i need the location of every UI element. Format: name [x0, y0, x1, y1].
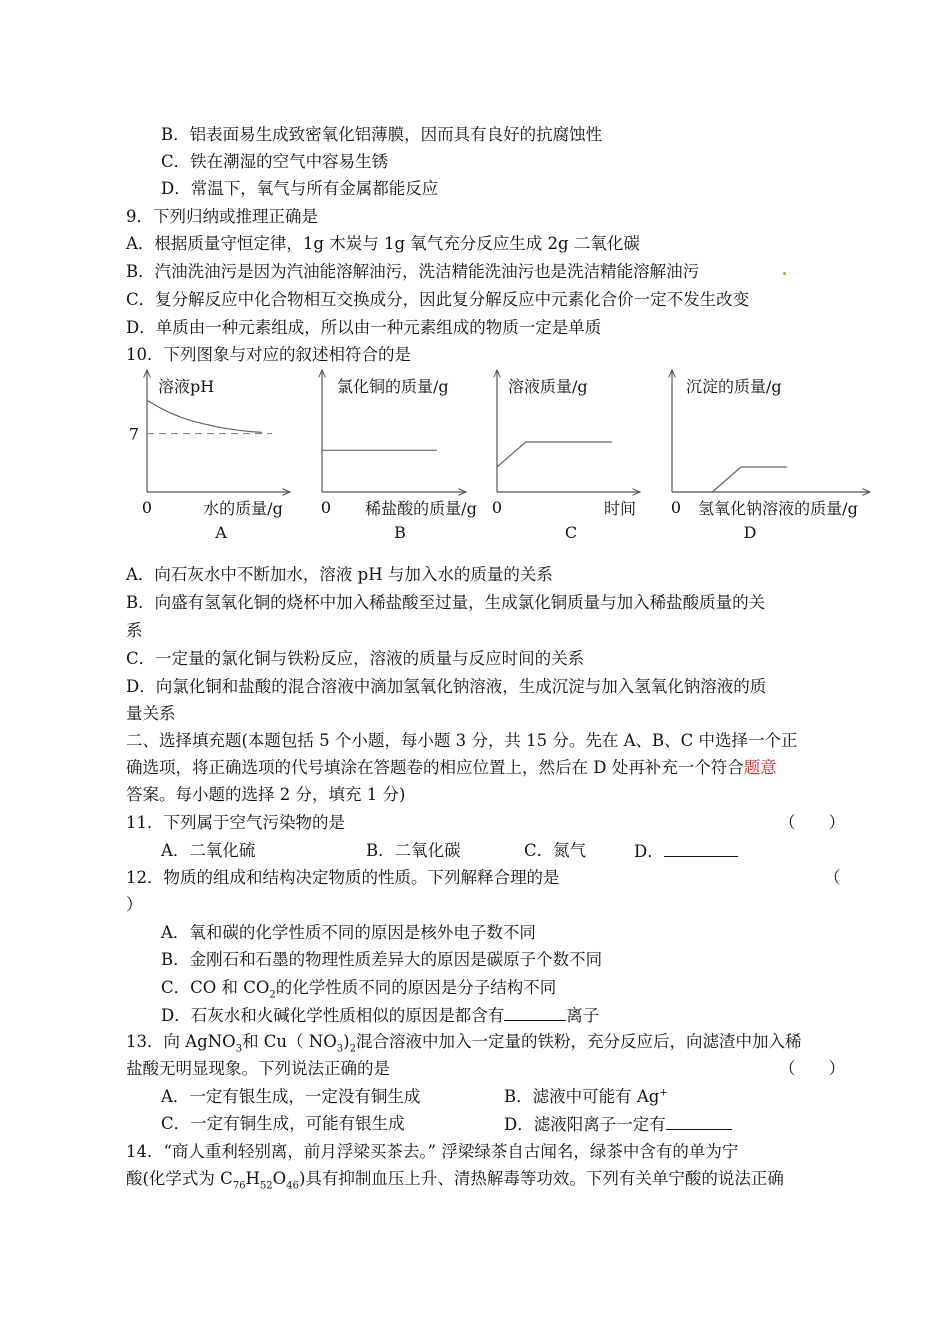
graph-b-y-label: 氯化铜的质量/g — [337, 377, 449, 396]
q14-text-2: )具有抑制血压上升、清热解毒等功效。下列有关单宁酸的说法正确 — [298, 1169, 784, 1188]
graph-b-x-label: 稀盐酸的质量/g — [365, 499, 477, 518]
q13-text-4: 混合溶液中加入一定量的铁粉，充分反应后，向滤渣中加入稀 — [355, 1032, 802, 1051]
q13-sub-2: 3 — [336, 1043, 344, 1055]
q13-option-a: A．一定有银生成，一定没有铜生成 — [161, 1087, 421, 1106]
q10-option-d-line1: D．向氯化铜和盐酸的混合溶液中滴加氢氧化钠溶液，生成沉淀与加入氢氧化钠溶液的质 — [126, 677, 767, 696]
q12-option-d — [161, 1004, 599, 1027]
q14-sub-h: 52 — [259, 1180, 273, 1192]
q14-sub-o: 46 — [286, 1180, 299, 1192]
section2-line2-text: 确选项，将正确选项的代号填涂在答题卷的相应位置上，然后在 D 处再补充一个符合 — [126, 758, 744, 777]
graph-c-caption: C — [564, 523, 578, 542]
q14-text-1: 酸(化学式为 C — [126, 1169, 233, 1188]
q10-option-c: C．一定量的氯化铜与铁粉反应，溶液的质量与反应时间的关系 — [126, 649, 585, 668]
q11-fill-blank[interactable] — [664, 840, 738, 857]
graph-a-origin-label: 0 — [141, 498, 153, 517]
q8-option-d: D．常温下，氧气与所有金属都能反应 — [161, 179, 439, 198]
q10-graph-panel — [0, 360, 950, 560]
section2-heading-line1: 二、选择填充题(本题包括 5 个小题，每小题 3 分，共 15 分。先在 A、B、C 中选择一个正 — [126, 731, 798, 750]
q14-sub-c: 76 — [232, 1180, 246, 1192]
graph-a-y-tick: 7 — [128, 424, 139, 444]
q12-fill-blank[interactable] — [504, 1004, 566, 1021]
q13-sub-1: 3 — [235, 1043, 243, 1055]
graph-d-caption: D — [743, 523, 757, 542]
q10-option-b-line1: B．向盛有氢氧化铜的烧杯中加入稀盐酸至过量，生成氯化铜质量与加入稀盐酸质量的关 — [126, 593, 766, 612]
q13-text-1: 13．向 AgNO — [126, 1032, 236, 1051]
q8-option-c: C．铁在潮湿的空气中容易生锈 — [161, 152, 389, 171]
graph-a-x-label: 水的质量/g — [203, 499, 283, 518]
q14-stem-line1: 14．“商人重利轻别离，前月浮梁买茶去。” 浮梁绿茶自古闻名，绿茶中含有的单为宁 — [126, 1142, 739, 1161]
section2-red-word: 题意 — [743, 758, 777, 777]
q11-option-d-label: D． — [634, 842, 664, 861]
q11-option-b: B．二氧化碳 — [366, 841, 461, 860]
q13-option-d — [504, 1113, 732, 1136]
graph-d-origin-label: 0 — [670, 498, 682, 517]
q13-option-b — [504, 1086, 668, 1108]
q9-option-a: A．根据质量守恒定律，1g 木炭与 1g 氧气充分反应生成 2g 二氧化碳 — [126, 234, 640, 253]
q13-sub-3: 2 — [349, 1043, 356, 1055]
q13-stem-line1 — [126, 1031, 801, 1053]
graph-a-caption: A — [215, 523, 227, 542]
graph-a-y-label: 溶液pH — [158, 377, 215, 396]
q12-d-text-end: 离子 — [566, 1006, 600, 1025]
graph-b-origin-label: 0 — [320, 498, 332, 517]
q13-d-text: D．滤液阳离子一定有 — [504, 1115, 666, 1134]
q12-c-text: C．CO 和 CO — [161, 978, 270, 997]
q9-option-c: C．复分解反应中化合物相互交换成分，因此复分解反应中元素化合价一定不发生改变 — [126, 290, 750, 309]
q11-option-a: A．二氧化硫 — [161, 841, 256, 860]
q13-stem-line2: 盐酸无明显现象。下列说法正确的是 — [126, 1059, 390, 1078]
q9-option-d: D．单质由一种元素组成，所以由一种元素组成的物质一定是单质 — [126, 318, 602, 337]
stray-dot-mark — [783, 272, 786, 275]
q12-option-a: A．氧和碳的化学性质不同的原因是核外电子数不同 — [161, 923, 536, 942]
graph-d-x-label: 氢氧化钠溶液的质量/g — [698, 499, 858, 518]
q14-stem-line2 — [126, 1168, 784, 1190]
q9-option-b: B．汽油洗油污是因为汽油能溶解油污，洗洁精能洗油污也是洗洁精能溶解油污 — [126, 262, 700, 281]
q12-stem: 12．物质的组成和结构决定物质的性质。下列解释合理的是 — [126, 868, 560, 887]
graph-c-series-line — [497, 442, 612, 467]
q11-stem: 11．下列属于空气污染物的是 — [126, 813, 345, 832]
graph-d-series-line — [672, 467, 787, 492]
graph-c-origin-label: 0 — [491, 498, 503, 517]
q8-option-b: B．铝表面易生成致密氧化铝薄膜，因而具有良好的抗腐蚀性 — [161, 125, 603, 144]
q13-text-3: ) — [343, 1032, 350, 1051]
q11-option-c: C．氮气 — [524, 841, 587, 860]
q12-paren-open: （ — [824, 868, 841, 887]
q12-paren-close: ） — [126, 895, 143, 914]
q10-option-a: A．向石灰水中不断加水，溶液 pH 与加入水的质量的关系 — [126, 565, 553, 584]
q10-option-d-line2: 量关系 — [126, 704, 176, 723]
q12-c-text-end: 的化学性质不同的原因是分子结构不同 — [275, 978, 557, 997]
q14-o: O — [272, 1169, 287, 1188]
q13-option-c: C．一定有铜生成，可能有银生成 — [161, 1114, 405, 1133]
q14-h: H — [245, 1169, 260, 1188]
q13-fill-blank[interactable] — [666, 1113, 732, 1130]
section2-heading-line2 — [126, 757, 777, 779]
graph-a-series-line — [147, 400, 262, 432]
q12-option-c — [161, 977, 556, 999]
q12-c-subscript: 2 — [269, 989, 276, 1001]
q10-option-b-line2: 系 — [126, 621, 143, 640]
section2-heading-line3: 答案。每小题的选择 2 分，填充 1 分) — [126, 785, 406, 804]
q11-option-d — [634, 840, 738, 863]
q10-stem: 10．下列图象与对应的叙述相符合的是 — [126, 345, 411, 364]
q13-answer-paren: （ ） — [779, 1059, 845, 1078]
graph-d-y-label: 沉淀的质量/g — [686, 377, 782, 396]
q11-answer-paren: （ ） — [779, 813, 845, 832]
q12-option-b: B．金刚石和石墨的物理性质差异大的原因是碳原子个数不同 — [161, 950, 603, 969]
q13-text-2: 和 Cu（ NO — [242, 1032, 337, 1051]
q12-d-text: D．石灰水和火碱化学性质相似的原因是都含有 — [161, 1006, 505, 1025]
graph-c-x-label: 时间 — [603, 499, 637, 518]
q13-b-text: B．滤液中可能有 Ag — [504, 1087, 660, 1106]
graph-b-caption: B — [394, 523, 406, 542]
q13-b-superscript: + — [659, 1087, 668, 1099]
q9-stem: 9．下列归纳或推理正确是 — [126, 207, 318, 226]
graph-c-y-label: 溶液质量/g — [508, 377, 588, 396]
